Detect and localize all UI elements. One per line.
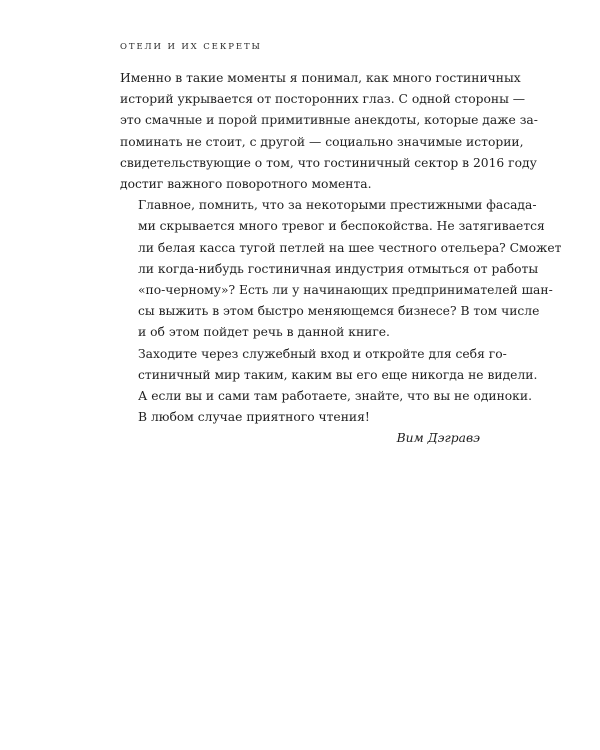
- text-line: В любом случае приятного чтения!: [138, 410, 370, 425]
- text-line: ли белая касса тугой петлей на шее честного отельера? Сможет: [138, 240, 562, 255]
- paragraph-3: [120, 344, 538, 429]
- text-line: ли когда-нибудь гостиничная индустрия отмыться от работы: [138, 261, 539, 276]
- text-line: Заходите через служебный вход и откройте для себя го-: [138, 346, 507, 361]
- text-line: сы выжить в этом быстро меняющемся бизнесе? В том числе: [138, 304, 540, 319]
- text-line: историй укрывается от посторонних глаз. С одной стороны —: [120, 92, 526, 107]
- text-line: это смачные и порой примитивные анекдоты, которые даже за-: [120, 113, 538, 128]
- author-signature: Вим Дэгравэ: [396, 431, 480, 446]
- text-line: свидетельствующие о том, что гостиничный сектор в 2016 году: [120, 155, 537, 170]
- text-line: А если вы и сами там работаете, знайте, что вы не одиноки.: [138, 389, 532, 404]
- text-line: Главное, помнить, что за некоторыми престижными фасада-: [138, 198, 537, 213]
- text-line: «по-черному»? Есть ли у начинающих предпринимателей шан-: [138, 283, 553, 298]
- text-line: Именно в такие моменты я понимал, как много гостиничных: [120, 71, 521, 85]
- body-text: [120, 68, 562, 450]
- text-line: поминать не стоит, с другой — социально значимые истории,: [120, 134, 524, 149]
- text-line: ми скрывается много тревог и беспокойства. Не затягивается: [138, 219, 545, 234]
- running-title: ОТЕЛИ И ИХ СЕКРЕТЫ: [120, 42, 262, 52]
- text-line: достиг важного поворотного момента.: [120, 177, 372, 192]
- text-line: стиничный мир таким, каким вы его еще никогда не видели.: [138, 367, 538, 382]
- text-line: и об этом пойдет речь в данной книге.: [138, 325, 390, 340]
- paragraph-2: [120, 195, 562, 343]
- paragraph-1: [120, 68, 538, 195]
